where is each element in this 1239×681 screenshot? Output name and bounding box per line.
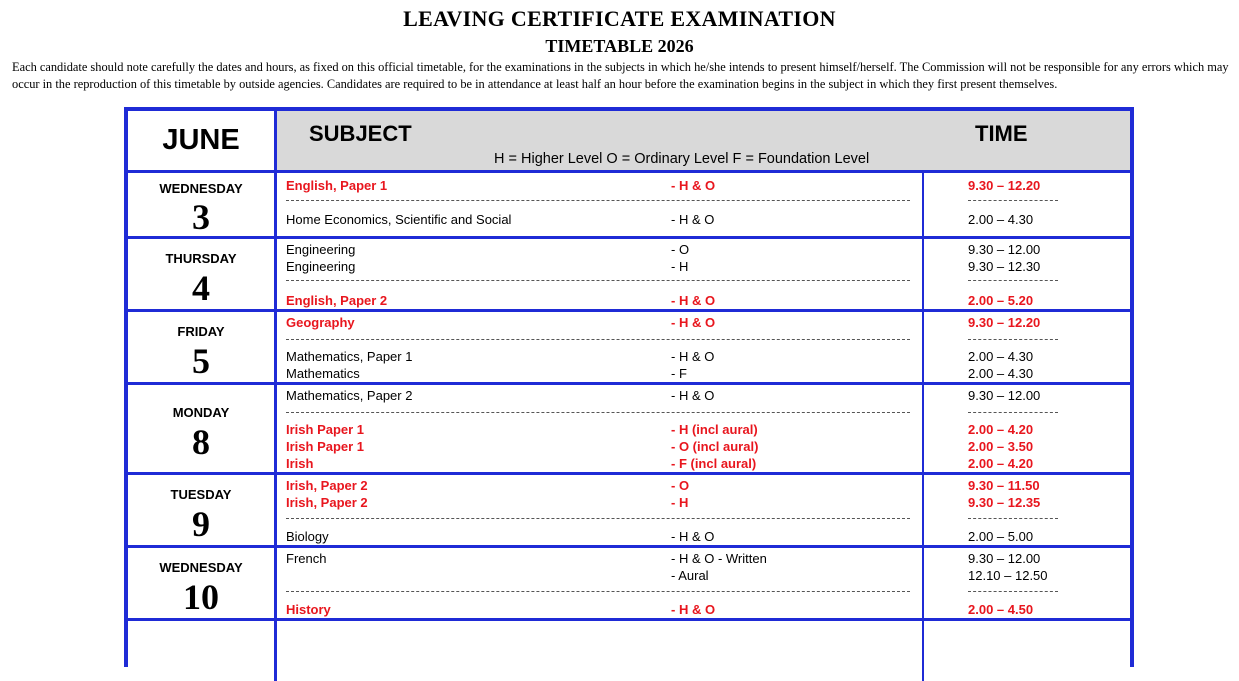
exam-row [128, 314, 1130, 331]
session-divider [968, 339, 1058, 340]
exam-subject: Biology [286, 529, 329, 544]
exam-time: 2.00 – 4.20 [968, 422, 1034, 437]
session-divider [286, 200, 910, 201]
day-date: 3 [192, 197, 210, 237]
exam-level: - H & O [671, 212, 715, 227]
timetable [124, 107, 1134, 667]
exam-level: - H & O [671, 315, 716, 330]
day-cell [128, 621, 277, 681]
exam-level: - O [671, 478, 690, 493]
exam-level: - H & O [671, 388, 715, 403]
session-divider [968, 518, 1058, 519]
exam-subject: Mathematics, Paper 1 [286, 349, 413, 364]
day-block [128, 475, 1130, 548]
exam-level: - O [671, 242, 690, 257]
day-name: TUESDAY [170, 487, 232, 502]
page-title: LEAVING CERTIFICATE EXAMINATION [403, 6, 836, 31]
day-date: 4 [192, 268, 210, 308]
exam-subject: Mathematics, Paper 2 [286, 388, 413, 403]
exam-level: - F [671, 366, 687, 381]
day-block [128, 385, 1130, 475]
page-subtitle: TIMETABLE 2026 [545, 36, 694, 56]
exam-time: 2.00 – 4.30 [968, 349, 1034, 364]
exam-row [128, 421, 1130, 438]
exam-row [128, 211, 1130, 228]
exam-row [128, 177, 1130, 194]
exam-row [128, 438, 1130, 455]
table-header [128, 111, 1130, 173]
exam-level: - H & O - Written [671, 551, 767, 566]
time-header: TIME [975, 121, 1028, 146]
exam-row [128, 494, 1130, 511]
column-divider [922, 621, 924, 681]
exam-subject: Geography [286, 315, 355, 330]
intro-paragraph: Each candidate should note carefully the dates and hours, as fixed on this official timetable, for the examinations in the subjects in which he/she intends to present himself/herself. The Commission will not be responsible for any errors which may occur in the reproduction of this timetable by outside agencies. Candidates are required to be in attendance at least half an hour before the examination begins in the subject in which they first present themselves. [12, 60, 1229, 91]
exam-level: - H & O [671, 293, 716, 308]
exam-level: - H (incl aural) [671, 422, 758, 437]
exam-time: 9.30 – 12.35 [968, 495, 1041, 510]
day-block [128, 239, 1130, 312]
day-name: WEDNESDAY [159, 560, 243, 575]
day-date: 10 [183, 577, 219, 617]
exam-row [128, 258, 1130, 275]
day-date: 9 [192, 504, 210, 544]
exam-subject: English, Paper 2 [286, 293, 388, 308]
session-divider [968, 412, 1058, 413]
day-name: MONDAY [172, 405, 230, 420]
exam-level: - H [671, 259, 689, 274]
exam-level: - O (incl aural) [671, 439, 759, 454]
exam-subject: Irish [286, 456, 314, 471]
exam-time: 9.30 – 12.20 [968, 178, 1041, 193]
exam-time: 2.00 – 5.20 [968, 293, 1034, 308]
exam-time: 12.10 – 12.50 [968, 568, 1048, 583]
day-date: 5 [192, 341, 210, 381]
day-block [128, 621, 1130, 681]
exam-row [128, 455, 1130, 472]
exam-subject: Mathematics [286, 366, 360, 381]
exam-time: 2.00 – 4.50 [968, 602, 1034, 617]
exam-row [128, 241, 1130, 258]
exam-row [128, 550, 1130, 567]
exam-row [128, 477, 1130, 494]
day-block [128, 548, 1130, 621]
day-name: FRIDAY [177, 324, 225, 339]
exam-time: 9.30 – 12.30 [968, 259, 1041, 274]
session-divider [286, 412, 910, 413]
exam-time: 2.00 – 5.00 [968, 529, 1034, 544]
exam-time: 2.00 – 4.30 [968, 366, 1034, 381]
exam-subject: History [286, 602, 331, 617]
day-block [128, 312, 1130, 385]
exam-row [128, 292, 1130, 309]
exam-subject: French [286, 551, 327, 566]
session-divider [968, 280, 1058, 281]
exam-subject: English, Paper 1 [286, 178, 388, 193]
subject-header: SUBJECT [309, 121, 412, 146]
exam-row [128, 348, 1130, 365]
month-header: JUNE [128, 111, 277, 170]
exam-subject: Engineering [286, 259, 356, 274]
exam-level: - Aural [671, 568, 709, 583]
day-date: 8 [192, 422, 210, 462]
exam-time: 2.00 – 4.30 [968, 212, 1034, 227]
exam-subject: Home Economics, Scientific and Social [286, 212, 512, 227]
exam-level: - F (incl aural) [671, 456, 757, 471]
session-divider [286, 280, 910, 281]
exam-time: 9.30 – 11.50 [968, 478, 1040, 493]
exam-time: 2.00 – 4.20 [968, 456, 1034, 471]
session-divider [286, 591, 910, 592]
exam-level: - H & O [671, 529, 715, 544]
exam-level: - H & O [671, 602, 716, 617]
exam-level: - H & O [671, 349, 715, 364]
session-divider [968, 200, 1058, 201]
exam-row [128, 567, 1130, 584]
exam-row [128, 365, 1130, 382]
day-block [128, 173, 1130, 239]
day-name: WEDNESDAY [159, 181, 243, 196]
exam-time: 9.30 – 12.00 [968, 551, 1041, 566]
session-divider [286, 518, 910, 519]
exam-subject: Engineering [286, 242, 356, 257]
exam-subject: Irish Paper 1 [286, 422, 365, 437]
exam-subject: Irish, Paper 2 [286, 478, 368, 493]
exam-time: 9.30 – 12.00 [968, 388, 1041, 403]
session-divider [286, 339, 910, 340]
session-divider [968, 591, 1058, 592]
exam-time: 2.00 – 3.50 [968, 439, 1034, 454]
exam-row [128, 601, 1130, 618]
exam-level: - H & O [671, 178, 716, 193]
exam-subject: Irish Paper 1 [286, 439, 365, 454]
level-legend: H = Higher Level O = Ordinary Level F = Foundation Level [494, 151, 870, 167]
exam-row [128, 528, 1130, 545]
exam-time: 9.30 – 12.00 [968, 242, 1041, 257]
exam-row [128, 387, 1130, 404]
day-name: THURSDAY [165, 251, 237, 266]
exam-level: - H [671, 495, 689, 510]
exam-subject: Irish, Paper 2 [286, 495, 368, 510]
exam-time: 9.30 – 12.20 [968, 315, 1041, 330]
